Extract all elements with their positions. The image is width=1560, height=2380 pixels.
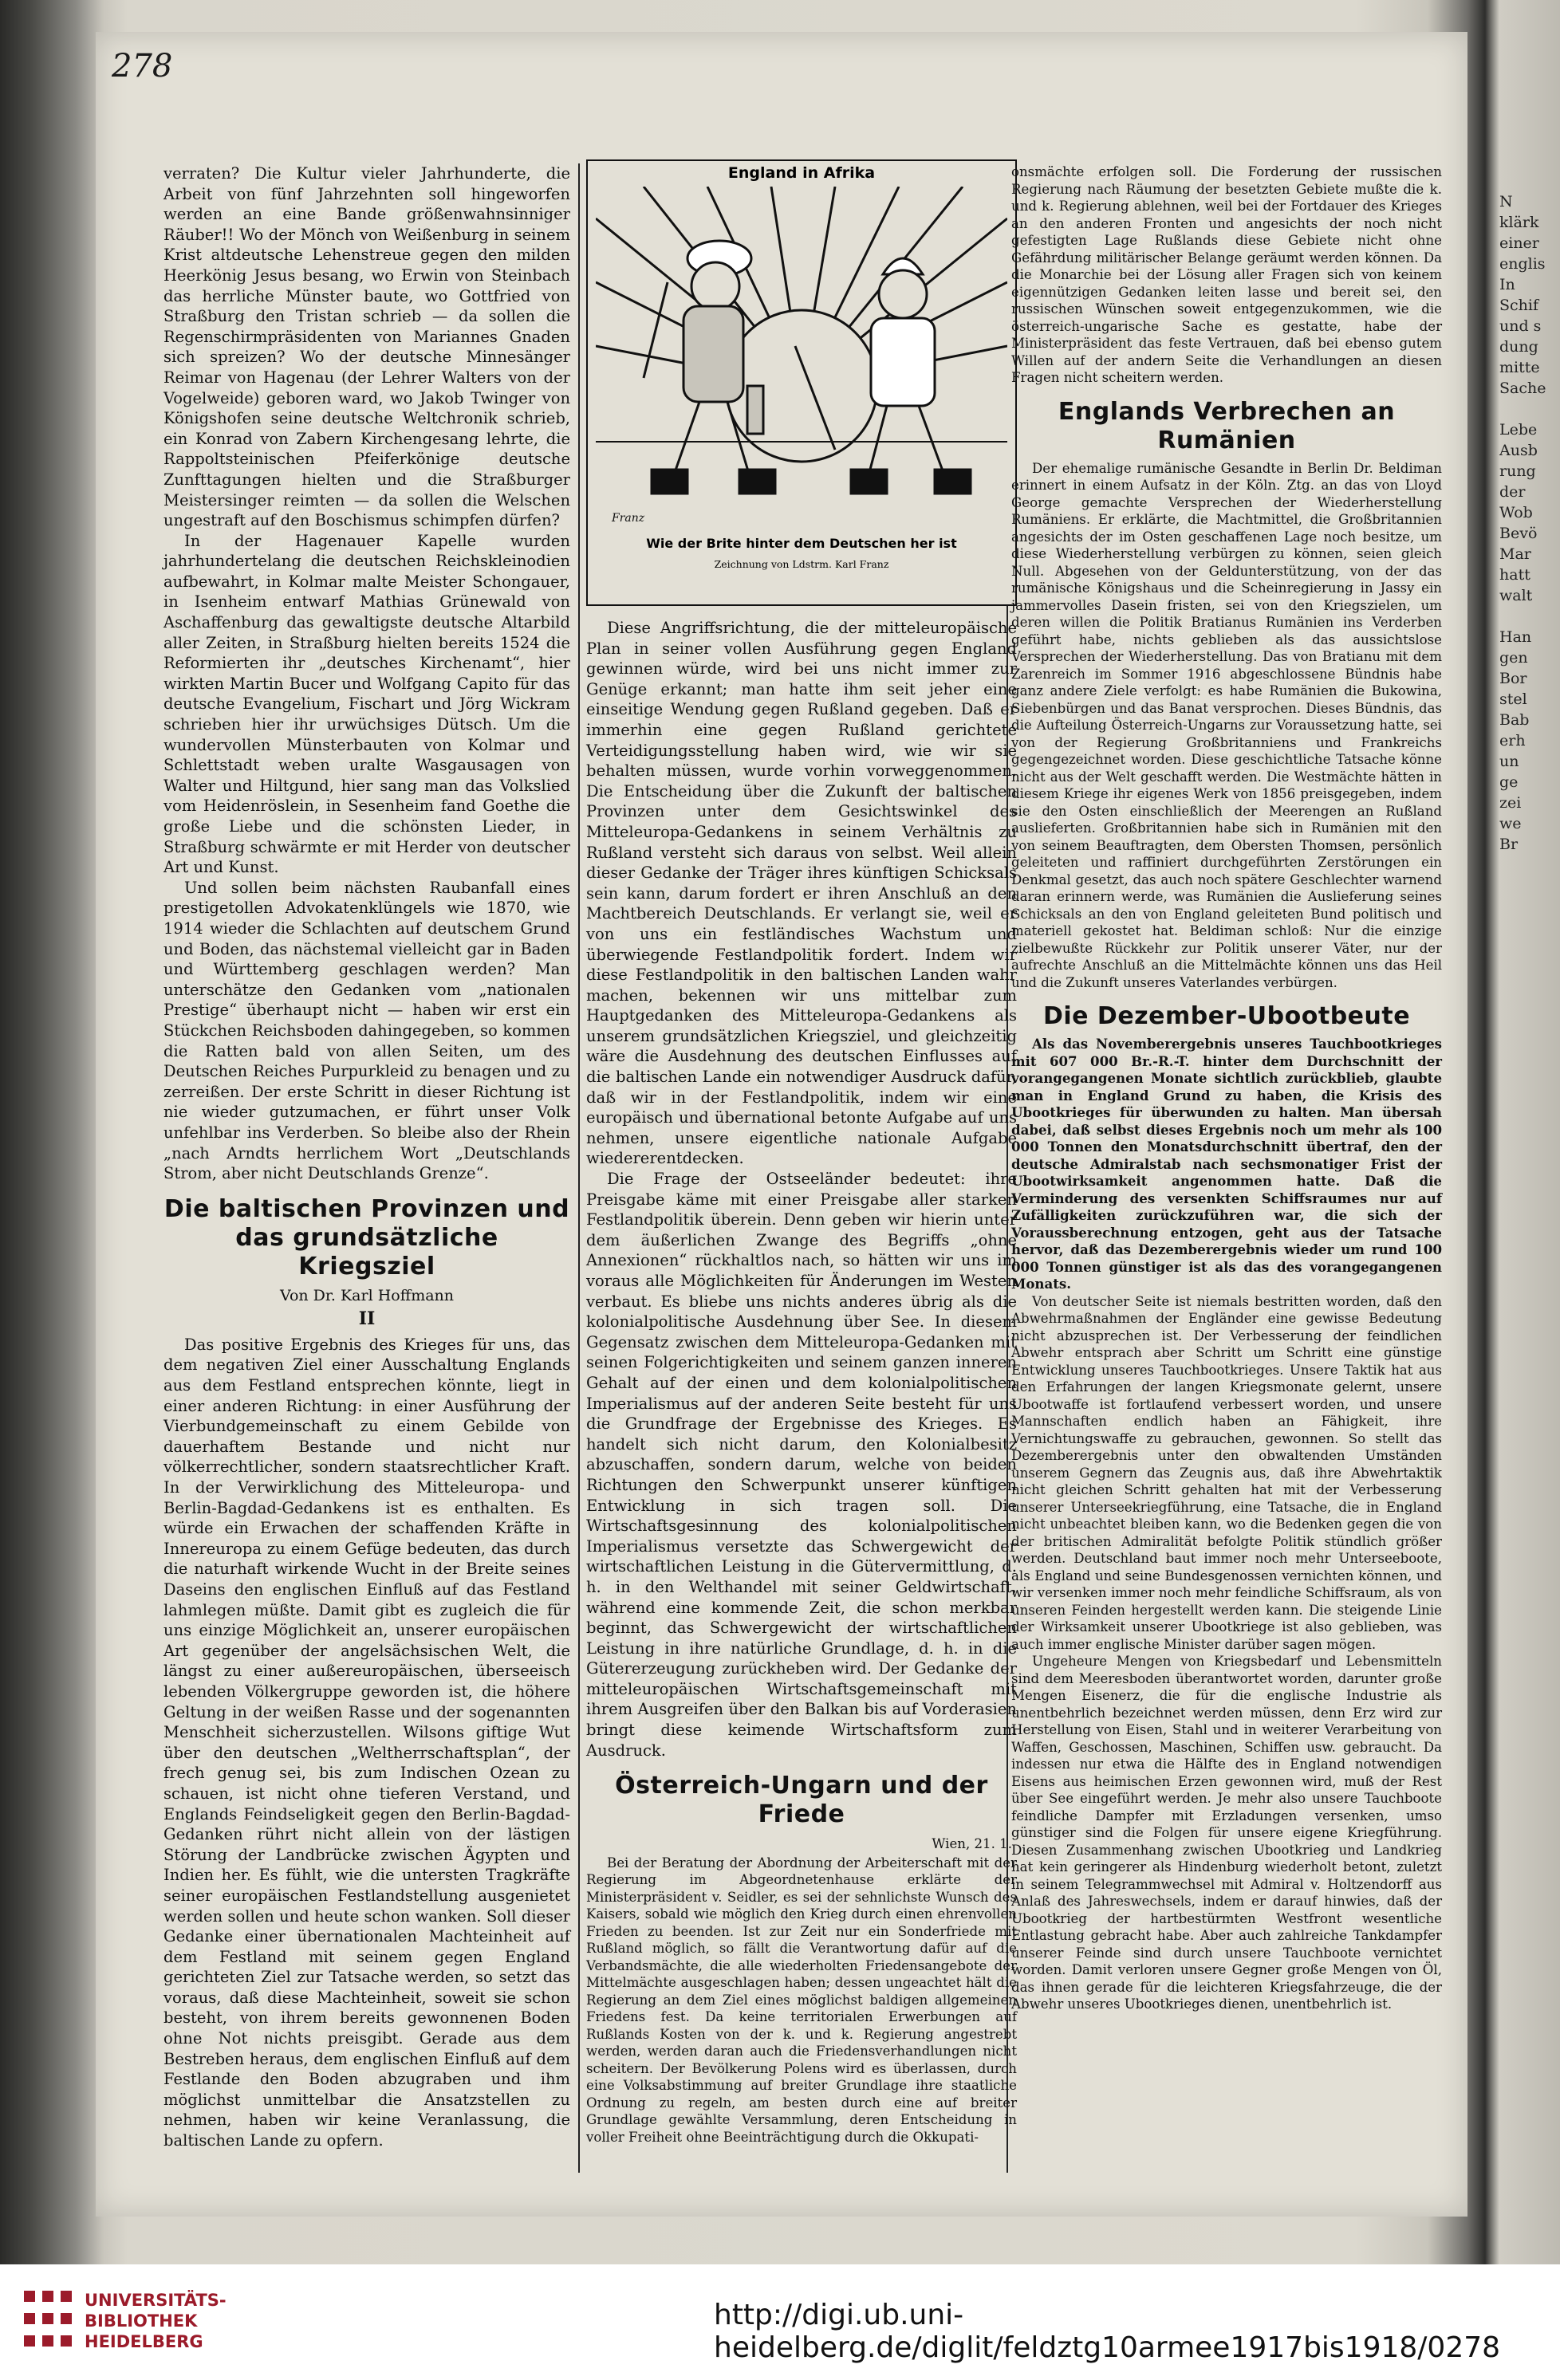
cartoon-illustration: [596, 187, 1007, 529]
adjacent-fragment: hatt: [1499, 566, 1530, 584]
uboat-paragraph-3: Ungeheure Mengen von Kriegsbedarf und Lebensmitteln sind dem Meeresboden überantwortet worden, darunter große Mengen Eisenerz, die für die englische Industrie als unentbehrlich bezeichnet werden müssen, denn Erz wird zur Herstellung von Eisen, Stahl und in weiterer Verarbeitung von Waffen, Geschossen, Maschinen, Schiffen usw. gebraucht. Da indessen nur etwa die Hälfte des in England notwendigen Eisens aus heimischen Erzen gewonnen wird, muß der Rest über See eingeführt werden. Je mehr also unsere Tauchboote feindliche Dampfer mit Erzladungen versenken, umso günstiger sind die Folgen für unsere eigene Kriegführung. Diesen Zusammenhang zwischen Ubootkrieg und Landkrieg hat kein geringerer als Hindenburg wiederholt betont, zuletzt in seinem Telegrammwechsel mit Admiral v. Holtzendorff aus Anlaß des Jahreswechsels, indem er darauf hinwies, daß der Ubootkrieg der hartbestürmten Westfront wesentliche Entlastung gebracht habe. Aber auch zahlreiche Tankdampfer unserer Feinde sind durch unsere Tauchboote vernichtet worden. Damit verloren unsere Gegner große Mengen von Öl, das ihnen gerade für die leichteren Kriegsfahrzeuge, die der Abwehr unseres Ubootkrieges dienen, unentbehrlich ist.: [1011, 1654, 1442, 2012]
adjacent-fragment: Br: [1499, 836, 1519, 853]
intro-paragraph-1: verraten? Die Kultur vieler Jahrhunderte, die Arbeit von fünf Jahrzehnten soll hingeworfen werden an eine Bande größenwahnsinniger Räuber!! Wo der Mönch von Weißenburg in seinem Krist altdeutsche Lehenstreue gegen den milden Heerkönig Jesus besang, wo Erwin von Steinbach das herrliche Münster baute, wo Gottfried von Straßburg den Tristan schrieb — da sollen die Regenschirmpräsidenten von Mariannes Gnaden sich spreizen? Wo der deutsche Minnesänger Reimar von Hagenau (der Lehrer Walters von der Vogelweide) geboren ward, wo Jakob Twinger von Königshofen seine deutsche Weltchronik schrieb, ein Konrad von Zabern Kirchengesang lehrte, die Rappoltsteinischen Pfeiferkönige deutsche Zunfttagungen hielten und die Straßburger Meistersinger reimten — da sollen die Welschen ungestraft auf den Boschismus schimpfen dürfen?: [163, 164, 570, 530]
adjacent-fragment: In: [1499, 276, 1515, 293]
adjacent-fragment: walt: [1499, 587, 1533, 604]
article-author: Von Dr. Karl Hoffmann: [279, 1286, 455, 1304]
column-rule-left: [578, 163, 580, 2173]
cartoon-title: England in Afrika: [727, 164, 876, 182]
adjacent-fragment: Schif: [1499, 297, 1539, 314]
adjacent-fragment: rung: [1499, 462, 1536, 480]
column-1: [163, 163, 570, 2151]
library-name-line-1: UNIVERSITÄTS-: [85, 2291, 227, 2310]
article-title-romania: Englands Verbrechen an Rumänien: [1058, 397, 1396, 454]
cartoon-credit: Zeichnung von Ldstrm. Karl Franz: [714, 558, 889, 570]
adjacent-fragment: Ausb: [1499, 442, 1538, 459]
adjacent-fragment: Lebe: [1499, 421, 1538, 439]
adjacent-fragment: der: [1499, 483, 1526, 501]
adjacent-fragment: gen: [1499, 649, 1528, 667]
uboat-paragraph-2: Von deutscher Seite ist niemals bestritten worden, daß den Abwehrmaßnahmen der Engländer eine gewisse Bedeutung nicht abzusprechen ist. Der Verbesserung der feindlichen Abwehr entsprach aber Schritt um Schritt eine günstige Entwicklung unseres Tauchbootkrieges. Unsere Taktik hat aus den Erfahrungen der langen Kriegsmonate gelernt, unsere Ubootwaffe ist fortlaufend verbessert worden, und unsere Mannschaften endlich haben an Fähigkeit, ihre Vernichtungswaffe zu gebrauchen, gewonnen. So stellt das Dezemberergebnis unter den obwaltenden Umständen unserem Gegnern das Zeugnis aus, daß ihre Abwehrtaktik nicht gleichen Schritt gehalten hat mit der Verbesserung unserer Unterseekriegführung, eine Tatsache, die in England nicht unbeachtet bleiben kann, wo die Bedenken gegen die von der britischen Admiralität befolgte Politik stündlich größer werden. Deutschland baut immer noch mehr Unterseeboote, als England und seine Bundesgenossen vernichten können, und wir versenken immer noch mehr feindliche Schiffsraum, als von unseren Feinden hergestellt werden kann. Die steigende Linie der Wirksamkeit unserer Ubootkriege ist also geblieben, was auch immer englische Minister darüber sagen mögen.: [1011, 1293, 1442, 1652]
library-logo-icon: [20, 2287, 76, 2350]
austria-article-body: Bei der Beratung der Abordnung der Arbeiterschaft mit der Regierung im Abgeordnetenhause erklärte der Ministerpräsident v. Seidler, es sei der sehnlichste Wunsch des Kaisers, sobald wie möglich den Krieg durch einen ehrenvollen Frieden zu beenden. Ist zur Zeit nur ein Sonderfriede mit Rußland möglich, so fällt die Verantwortung dafür auf die Verbandsmächte, die alle wiederholten Friedensangebote der Mittelmächte ausgeschlagen haben; dessen ungeachtet hält die Regierung an dem Ziel eines möglichst baldigen allgemeinen Friedens fest. Da keine territorialen Erwerbungen auf Rußlands Kosten von der k. und k. Regierung angestrebt werden, werden daran auch die Friedensverhandlungen nicht scheitern. Der Bevölkerung Polens wird es überlassen, durch eine Volksabstimmung auf breiter Grundlage ihre staatliche Ordnung zu regeln, am besten durch eine auf breiter Grundlage gewählte Versammlung, deren Entscheidung in voller Freiheit ohne Beeinträchtigung durch die Okkupati-: [586, 1855, 1017, 2145]
library-name-line-2: BIBLIOTHEK: [85, 2311, 198, 2331]
adjacent-fragment: Wob: [1499, 504, 1533, 521]
adjacent-fragment: un: [1499, 753, 1519, 770]
adjacent-fragment: stel: [1499, 690, 1527, 708]
article-title-austria: Österreich-Ungarn und der Friede: [615, 1772, 988, 1829]
article-section-number: II: [358, 1308, 376, 1330]
cartoon-signature: Franz: [612, 512, 645, 525]
library-name-line-3: HEIDELBERG: [85, 2332, 203, 2351]
adjacent-fragment: we: [1499, 815, 1522, 832]
adjacent-fragment: zei: [1499, 794, 1522, 812]
intro-paragraph-2: In der Hagenauer Kapelle wurden jahrhundertelang die deutschen Reichskleinodien aufbewahrt, in Kolmar malte Meister Schongauer, in Isenheim entwarf Mathias Grünewald von Aschaffenburg das gewaltigste deutsche Altarbild aller Zeiten, in Straßburg hielten bereits 1524 die Reformierten ihr „deutsches Kirchenamt“, hier wirkten Martin Bucer und Wolfgang Capito für das deutsche Evangelium, Fischart und Jörg Wickram schrieben hier ihr urwüchsiges Dütsch. Um die wundervollen Münsterbauten von Kolmar und Schlettstadt weben uralte Wasgausagen von Walter und Hiltgund, hier sang man das Volkslied vom Heidenröslein, in Sesenheim fand Goethe die große Liebe und die schönsten Lieder, in Straßburg schwärmte er mit Herder von deutscher Art und Kunst.: [163, 531, 570, 877]
adjacent-fragment: englis: [1499, 255, 1546, 273]
column2-paragraph-2: Die Frage der Ostseeländer bedeutet: ihre Preisgabe käme mit einer Preisgabe aller starken Festlandpolitik überein. Denn geben wir hierin unter dem äußerlichen Zwange des Begriffs „ohne Annexionen“ rückhaltlos nach, so hätten wir uns im voraus alle Möglichkeiten für Änderungen im Westen verbaut. Es bliebe uns nichts anderes übrig als die kolonialpolitische Ausdehnung über See. In diesem Gegensatz zwischen dem Mitteleuropa-Gedanken mit seinen Folgerichtigkeiten und seinem ganzen inneren Gehalt auf der einen und dem kolonialpolitischen Imperialismus auf der anderen Seite besteht für uns die Grundfrage der Ergebnisse des Krieges. Es handelt sich nicht darum, den Kolonialbesitz abzuschaffen, sondern darum, welche von beiden Richtungen den Schwerpunkt unserer künftigen Entwicklung in sich tragen soll. Die Wirtschaftsgesinnung des kolonialpolitischen Imperialismus versetzte das Schwergewicht der wirtschaftlichen Leistung in die Gütervermittlung, d. h. in den Welthandel mit seiner Geldwirtschaft, während eine kommende Zeit, die schon merkbar beginnt, das Schwergewicht der wirtschaftlichen Leistung in ihre natürliche Grundlage, d. h. in die Gütererzeugung zurückheben wird. Der Gedanke der mitteleuropäischen Wirtschaftsgemeinschaft mit ihrem Ausgreifen über den Balkan bis auf Vorderasien bringt diese keimende Wirtschaftsform zum Ausdruck.: [586, 1170, 1017, 1760]
adjacent-fragment: mitte: [1499, 359, 1540, 376]
adjacent-fragment: klärk: [1499, 214, 1539, 231]
column-3: [1011, 163, 1442, 2013]
adjacent-fragment: Bab: [1499, 711, 1530, 729]
adjacent-fragment: ge: [1499, 773, 1519, 791]
adjacent-page-strip: [1499, 191, 1560, 855]
column2-paragraph-1: Diese Angriffsrichtung, die der mitteleuropäische Plan in seiner vollen Ausführung gegen England gewinnen würde, wird bei uns nicht immer zur Genüge erkannt; man hatte ihm seit jeher eine einseitige Wendung gegen Rußland gegeben. Daß er immerhin eine gegen Rußland gerichtete Verteidigungsstellung haben wird, wie wir sie behalten müssen, wurde vorhin vorweggenommen. Die Entscheidung über die Zukunft der baltischen Provinzen unter dem Gesichtswinkel des Mitteleuropa-Gedankens in seinem Verhältnis zu Rußland versteht sich daraus von selbst. Weil allein dieser Gedanke der Träger ihres künftigen Schicksals sein kann, darum fordert er ihren Anschluß an den Machtbereich Deutschlands. Er verlangt sie, weil er von uns ein festländisches Wachstum und überwiegende Festlandpolitik fordert. Indem wir diese Festlandpolitik in den baltischen Landen wahr machen, bekennen wir uns mittelbar zum Hauptgedanken des Mitteleuropa-Gedankens als unserem grundsätzlichen Kriegsziel, und gleichzeitig wäre die Ausdehnung des deutschen Einflusses auf die baltischen Lande ein notwendiger Ausdruck dafür, daß wir in der Festlandpolitik, indem wir eine europäisch und übernational betonte Aufgabe auf uns nehmen, unsere eigentliche nationale Aufgabe wiedererentdecken.: [586, 619, 1017, 1168]
adjacent-fragment: Mar: [1499, 545, 1531, 563]
austria-dateline: Wien, 21. 1.: [932, 1836, 1012, 1852]
adjacent-fragment: Han: [1499, 628, 1532, 646]
page-number: 278: [112, 48, 173, 85]
article-title-uboat: Die Dezember-Ubootbeute: [1042, 1002, 1411, 1030]
intro-paragraph-3: Und sollen beim nächsten Raubanfall eines prestigetollen Advokatenklüngels wie 1870, wie 1914 wieder die Schlachten auf deutschem Grund und Boden, das nächstemal vielleicht gar in Baden und Württemberg geschlagen werden? Man unterschätze den Gedanken vom „nationalen Prestige“ überhaupt nicht — haben wir erst ein Stückchen Reichsboden dahingegeben, so kommen die Ratten bald von allen Seiten, um des Deutschen Reiches Purpurkleid zu benagen und zu zerreißen. Der erste Schritt in dieser Richtung ist nie wieder gutzumachen, er führt unser Volk unfehlbar ins Verderben. So bleibe also der Rhein „nach Arndts herrlichem Wort „Deutschlands Strom, aber nicht Deutschlands Grenze“.: [163, 878, 570, 1183]
article-title-baltic: Die baltischen Provinzen und das grundsätzliche Kriegsziel: [163, 1194, 570, 1280]
library-name: [85, 2290, 227, 2352]
adjacent-fragment: dung: [1499, 338, 1538, 356]
adjacent-fragment: Bor: [1499, 670, 1527, 687]
adjacent-fragment: N: [1499, 193, 1513, 210]
romania-article-body: Der ehemalige rumänische Gesandte in Berlin Dr. Beldiman erinnert in einem Aufsatz in der Köln. Ztg. an das von Lloyd George gemachte Versprechen der Wiederherstellung Rumäniens. Er erklärte, die Machtmittel, die Großbritannien angesichts der im Osten geschaffenen Lage noch besitze, um diese Wiederherstellung verbürgen zu können, seien gleich Null. Abgesehen von der Geldunterstützung, von der das rumänische Königshaus und die Scheinregierung in Jassy ein jammervolles Dasein fristen, sei von den Kriegszielen, um deren willen die Politik Bratianus Rumänien ins Verderben geführt habe, nichts geblieben als das aussichtslose Versprechen der Wiederherstellung. Das von Bratianu mit dem Zarenreich im Sommer 1916 abgeschlossene Bündnis habe ganz andere Ziele verfolgt: es habe Rumänien die Bukowina, Siebenbürgen und das Banat versprochen. Dieses Bündnis, das die Aufteilung Österreich-Ungarns zur Voraussetzung hatte, sei von der Regierung Großbritanniens und Frankreichs gegengezeichnet worden. Diese geschichtliche Tatsache könne nicht aus der Welt geschafft werden. Die Westmächte hätten in diesem Kriege ihr eigenes Werk von 1856 preisgegeben, indem sie den Osten einschließlich der Meerengen an Rußland auslieferten. Großbritannien habe sich in Rumänien mit den von seinem Beauftragten, dem Obersten Thomsen, persönlich geleiteten und raffiniert durchgeführten Zerstörungen ein Denkmal gesetzt, das auch noch spätere Geschlechter warnend daran erinnern werde, was Rumänien die Auslieferung seines Schicksals an den von England geleiteten Bund politisch und materiell gekostet hat. Beldiman schloß: Nur die einzige zielbewußte Rückkehr zur Politik unserer Väter, nur der aufrechte Anschluß an die Mittelmächte können uns das Heil und die Zukunft unseres Vaterlandes verbürgen.: [1011, 460, 1442, 990]
austria-continued: onsmächte erfolgen soll. Die Forderung der russischen Regierung nach Räumung der besetzten Gebiete mußte die k. und k. Regierung ablehnen, weil bei der Fortdauer des Krieges an den anderen Fronten und angesichts der noch nicht gefestigten Lage Rußlands diese Gebiete nicht ohne Gefährdung militärischer Belange geräumt werden können. Da die Monarchie bei der Lösung aller Fragen sich von keinem eigennützigen Gedanken leiten lasse und bereit sei, den russischen Wünschen soweit entgegenzukommen, wie die österreich-ungarische Sache es gestatte, habe der Ministerpräsident das feste Vertrauen, daß bei ebenso gutem Willen auf der andern Seite die Verhandlungen an diesen Fragen nicht scheitern werden.: [1011, 164, 1442, 385]
baltic-article-body: Das positive Ergebnis des Krieges für uns, das dem negativen Ziel einer Ausschaltung Englands aus dem Festland entsprechen könnte, liegt in einer anderen Richtung: in einer Ausführung der Vierbundgemeinschaft zu einem Gebilde von dauerhaftem Bestande und nicht nur völkerrechtlicher, sondern staatsrechtlicher Kraft. In der Verwirklichung des Mitteleuropa- und Berlin-Bagdad-Gedankens ist es enthalten. Es würde ein Erwachen der schaffenden Kräfte in Innereuropa zu einem Gefüge bedeuten, das durch die naturhaft wirkende Wucht in der Breite seines Daseins den englischen Einfluß auf das Festland lahmlegen müßte. Damit gibt es zugleich die für uns einzige Möglichkeit an, unserer europäischen Art gegenüber der angelsächsischen Welt, die längst zu einer außereuropäischen, überseeisch lebenden Völkergruppe geworden ist, die höhere Geltung in der weißen Rasse und der sogenannten Menschheit sicherzustellen. Wilsons giftige Wut über den deutschen „Weltherrschaftsplan“, der frech genug sei, bis zum Indischen Ozean zu schauen, ist nicht ohne tieferen Verstand, und Englands Feindseligkeit gegen den Berlin-Bagdad-Gedanken rührt nicht allein von der lästigen Störung der Landbrücke zwischen Ägypten und Indien her. Es fühlt, wie die untersten Tragkräfte seiner europäischen Festlandstellung ausgenietet werden sollen und heute schon wanken. Soll dieser Gedanke einer übernationalen Machteinheit auf dem Festland mit seinem gegen England gerichteten Ziel zur Tatsache werden, so setzt das voraus, daß diese Machteinheit, soweit sie schon besteht, von ihrem bereits gewonnenen Boden ohne Not nichts preisgibt. Gerade aus dem Bestreben heraus, dem englischen Einfluß auf dem Festlande den Boden abzugraben und ihm möglichst unmittelbar die Ansatzstellen zu nehmen, haben wir keine Veranlassung, die baltischen Lande zu opfern.: [163, 1335, 570, 2150]
adjacent-fragment: erh: [1499, 732, 1526, 749]
adjacent-fragment: einer: [1499, 234, 1539, 252]
uboat-paragraph-1: Als das Novemberergebnis unseres Tauchbootkrieges mit 607 000 Br.-R.-T. hinter dem Durchschnitt der vorangegangenen Monate sichtlich zurückblieb, glaubte man in England Grund zu haben, die Krisis des Ubootkrieges für überwunden zu halten. Man übersah dabei, daß selbst dieses Ergebnis noch um mehr als 100 000 Tonnen den Monatsdurchschnitt übertraf, den der deutsche Admiralstab nach sechsmonatiger Frist der Ubootwirksamkeit angenommen hatte. Daß die Verminderung des versenkten Schiffsraumes nur auf Zufälligkeiten zurückzuführen war, die sich der Voraussberechnung entzogen, geht aus der Tatsache hervor, daß das Dezemberergebnis wieder um rund 100 000 Tonnen günstiger ist als das des vorangegangenen Monats.: [1011, 1036, 1442, 1292]
adjacent-fragment: und s: [1499, 317, 1542, 335]
cartoon-box: [586, 159, 1017, 606]
source-url[interactable]: http://digi.ub.uni-heidelberg.de/diglit/feldztg10armee1917bis1918/0278: [714, 2299, 1501, 2364]
cartoon-caption: Wie der Brite hinter dem Deutschen her ist: [646, 536, 957, 551]
adjacent-fragment: Bevö: [1499, 525, 1538, 542]
column-2: [586, 618, 1017, 2146]
adjacent-fragment: Sache: [1499, 380, 1546, 397]
